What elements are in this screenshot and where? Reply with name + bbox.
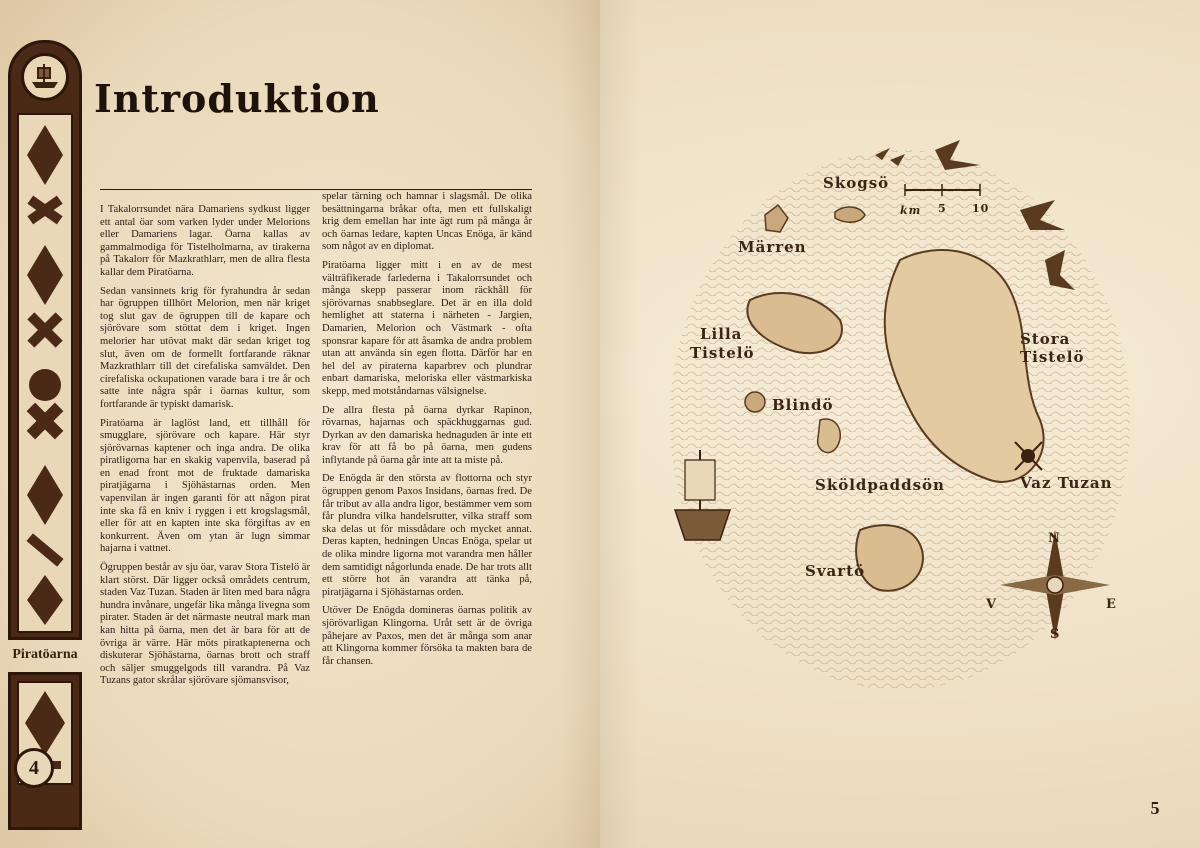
island-skogso — [835, 207, 865, 222]
paragraph: spelar tärning och hamnar i slagsmål. De olika besättningarna bråkar ofta, men ett fullskaligt krig dem emellan har inte ägt rum på många år och öarnas ledare, kapten Uncas Enöga, är känd som något av en diplomat. — [322, 191, 532, 253]
label-skogso: Skogsö — [823, 174, 890, 192]
compass-s: S — [1050, 627, 1061, 642]
title-rule — [100, 189, 532, 190]
label-marren: Märren — [738, 238, 807, 256]
paragraph: Piratöarna är laglöst land, ett tillhåll för smugglare, sjörövare och kapare. Här styr sjörövarnas kaptener och inga andra. De olika piratligorna har en skakig vapenvila, baserad på en enad front mot de fruktade damariska piratjägarna i Sjöhästarnas orden. Men vapenvilan är ingen garanti för att någon pirat inte ska få en kniv i ryggen i ett krogslagsmål, eller för att en kapten inte ska förgiftas av en konkurrent. Även om ytan är lugn simmar hajarna i vattnet. — [100, 417, 310, 555]
label-lilla: Lilla — [700, 325, 743, 343]
page-number-left: 4 — [14, 748, 54, 788]
island-map — [660, 120, 1140, 700]
paragraph: De Enögda är den största av flottorna och styr ögruppen genom Paxos Insidans, öarnas fred. De får tribut av alla andra ligor, bestämmer vem som får plundra vilka handelsrutter, vilka straff som ska delas ut för missdådare och mycket annat. Deras kapten, hedningen Uncas Enöga, spelar ut de olika mindre ligorna mot varandra men håller dem samtidigt någorlunda enade. De har trots allt ett större hot än varandra att tänka på, piratjägarna i Sjöhästarnas orden. — [322, 473, 532, 598]
compass-w: V — [986, 597, 998, 612]
scale-unit: km — [900, 204, 922, 217]
paragraph: Sedan vansinnets krig för fyrahundra år sedan har ögruppen tillhört Melorion, men när kriget tog slut gav de ögruppen till de kapare och sjörövare som stöttat dem i kriget. Ingen melorier har utövat makt där sedan kriget tog slut, även om de formellt fortfarande räknar Mazkrathlarr till det cirefaliska samväldet. Den cirefaliska ockupationen varade bara i tre år och satte inte några spår i öarnas kultur, som fortfarande är typiskt damarisk. — [100, 285, 310, 410]
island-skoldpadds — [818, 419, 841, 453]
chapter-label: Piratöarna — [12, 647, 78, 662]
scale-tick-10: 10 — [972, 202, 990, 215]
text-column-left — [100, 204, 310, 694]
page-number-right: 5 — [1150, 798, 1160, 818]
scale-tick-5: 5 — [938, 202, 947, 215]
label-lilla-tistelo: Tistelö — [690, 344, 755, 362]
paragraph: Piratöarna ligger mitt i en av de mest välträfikerade farlederna i Takalorrsundet och många skepp passerar inom räckhåll för sjörövarnas snabbseglare. Det är en illa dold hemlighet att staterna i närheten - Jargien, Damarien, Melorion och Västmark - ofta sponsrar kapare för att åsamka de andra problem utan att använda sin egen flotta. Därför har en hel del av piraterna kaparbrev och plundrar enbart damariska, meloriska eller västmarkiska skepp, med motståndarnas välsignelse. — [322, 259, 532, 397]
island-blindo — [745, 392, 765, 412]
banner-upper — [8, 40, 82, 640]
label-stora-tistelo: Tistelö — [1020, 348, 1085, 366]
side-banner — [8, 40, 82, 830]
compass-e: E — [1106, 597, 1117, 612]
banner-pattern — [17, 113, 73, 633]
compass-n: N — [1048, 531, 1061, 546]
island-svarto — [856, 525, 923, 591]
ship-emblem-icon — [21, 53, 69, 101]
paragraph: Utöver De Enögda domineras öarnas politik av sjörövarligan Klingorna. Uråt sett är de övriga påhejare av Paxos, men det är många som anar att Klingorna kommer försöka ta makten bara de får chansen. — [322, 605, 532, 667]
page-title: Introduktion — [94, 76, 380, 121]
label-vaz-tuzan: Vaz Tuzan — [1020, 474, 1113, 492]
page-gutter — [560, 0, 640, 848]
label-blindo: Blindö — [772, 396, 834, 414]
paragraph: De allra flesta på öarna dyrkar Rapinon, rövarnas, hajarnas och späckhuggarnas gud. Dyrkan av den damariska hednaguden är inte ett krav för att få bo på öarna, men gudens inflytande på öarna går inte att ta miste på. — [322, 404, 532, 466]
label-svarto: Svartö — [805, 562, 866, 580]
label-stora: Stora — [1020, 330, 1071, 348]
text-column-right — [322, 191, 532, 674]
paragraph: I Takalorrsundet nära Damariens sydkust ligger ett antal öar som varken lyder under Melorions eller Damariens lagar. Öarna kallas av gammalmodiga för Tistelholmarna, av tirakerna på Takalorr för Mazkrathlarr, men de allra flesta kallar dem Piratöarna. — [100, 204, 310, 278]
paragraph: Ögruppen består av sju öar, varav Stora Tistelö är klart störst. Där ligger också områdets centrum, staden Vaz Tuzan. Staden är liten med bara några hundra invånare, ungefär lika många livegna som pirater. Staden är det närmaste neutral mark man kan hitta på öarna, men det är bara för att de övriga är värre. Här möts piratkaptenerna och diskuterar Sjöhästarna, öarnas brott och straff och säljer smuggelgods till varandra. På Vaz Tuzans gator skrålar sjörövare sjömansvisor, — [100, 562, 310, 687]
label-skoldpadds: Sköldpaddsön — [815, 476, 945, 494]
